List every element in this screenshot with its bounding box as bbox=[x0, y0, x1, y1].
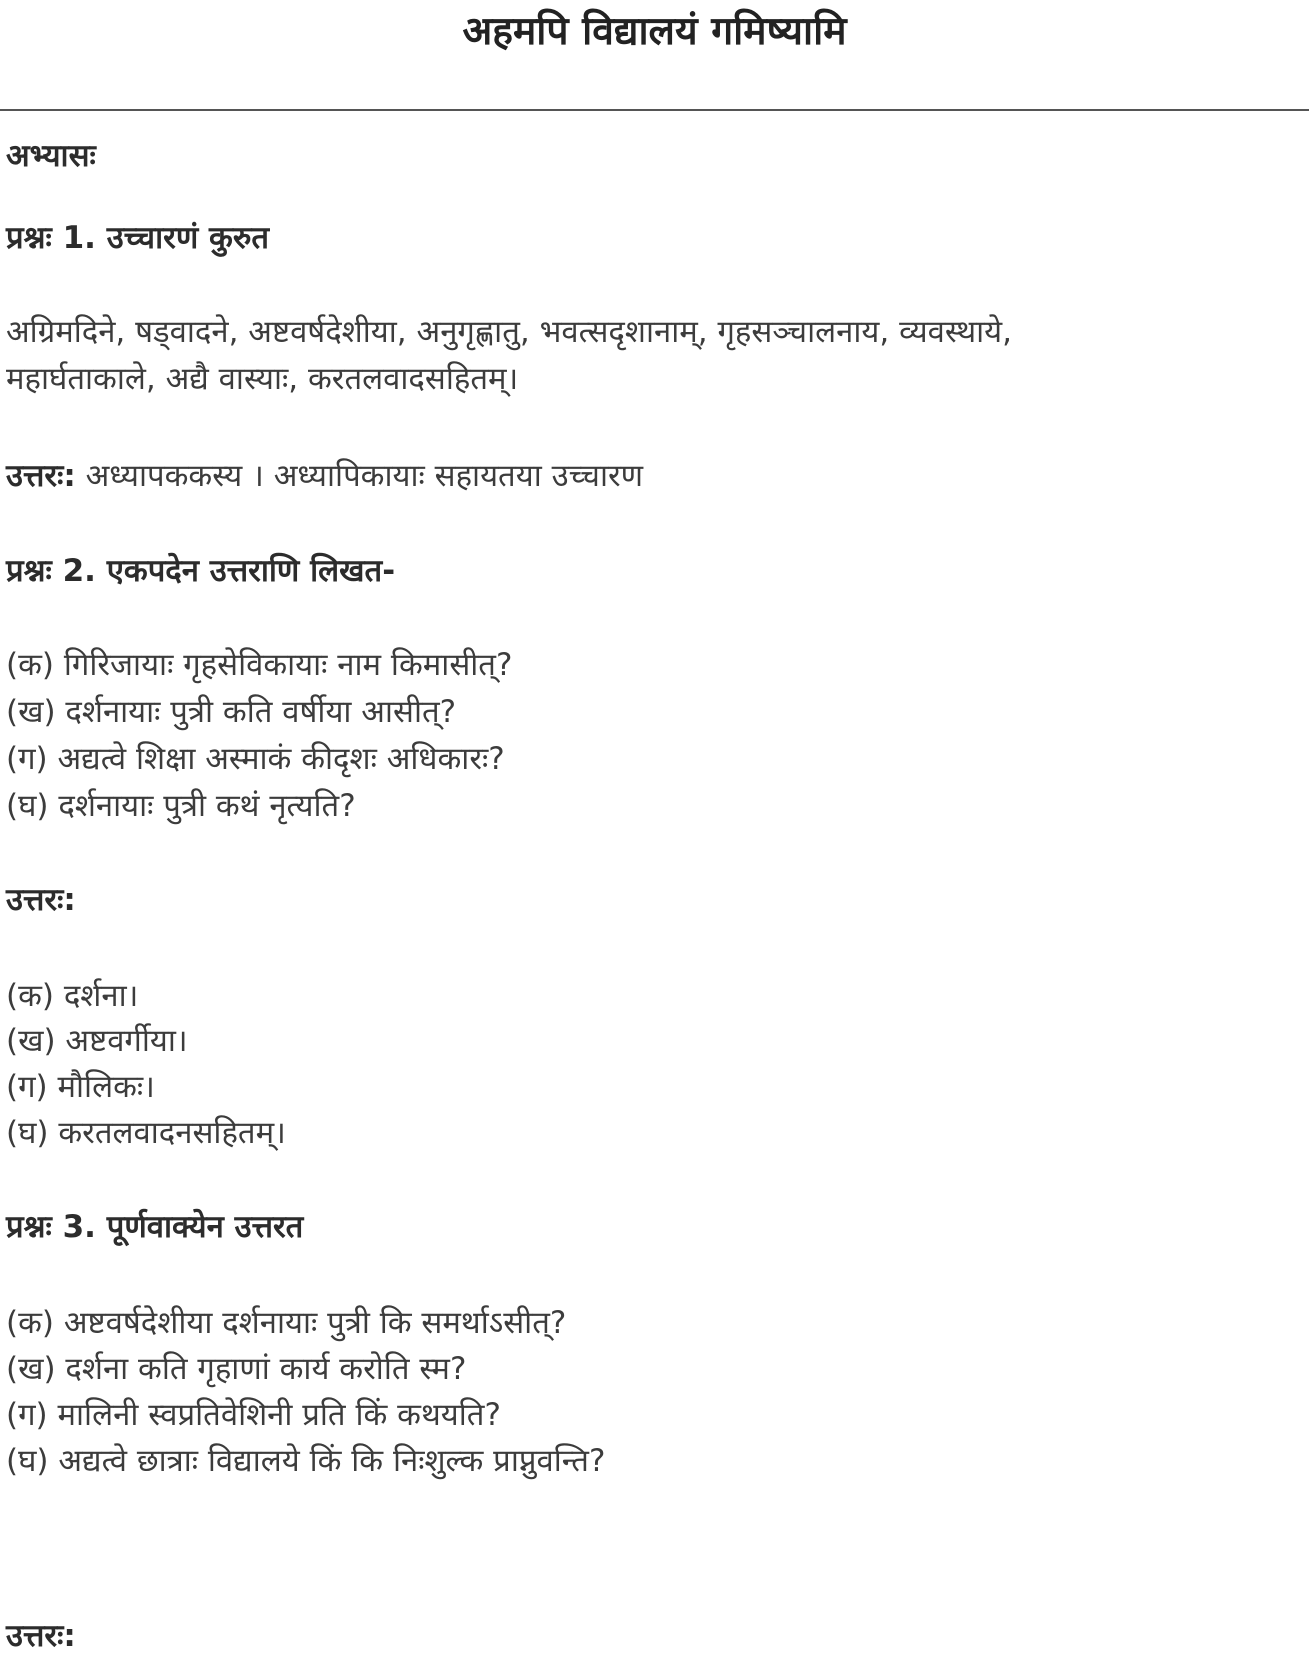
q1-answer-text: अध्यापककस्य । अध्यापिकायाः सहायतया उच्चारण bbox=[75, 458, 644, 494]
q2-answer-label: उत्तरः bbox=[6, 882, 64, 918]
q2-answer: (ख) अष्टवर्गीया। bbox=[6, 1023, 188, 1059]
q1-answer-label: उत्तरः bbox=[6, 458, 64, 494]
q2-answer-heading bbox=[6, 876, 76, 924]
q2-question: (घ) दर्शनायाः पुत्री कथं नृत्यति? bbox=[6, 788, 356, 824]
q3-question: (ग) मालिनी स्वप्रतिवेशिनी प्रति किं कथयति? bbox=[6, 1397, 501, 1433]
q2-question: (क) गिरिजायाः गृहसेविकायाः नाम किमासीत्? bbox=[6, 647, 513, 683]
q2-question: (ग) अद्यत्वे शिक्षा अस्माकं कीदृशः अधिकारः? bbox=[6, 741, 505, 777]
q2-heading: प्रश्नः 2. एकपदेन उत्तराणि लिखत- bbox=[6, 553, 396, 589]
q2-answer-colon: : bbox=[63, 882, 76, 918]
q1-answer-colon: : bbox=[63, 458, 76, 494]
q1-text-line-2: महार्घताकाले, अद्यै वास्याः, करतलवादसहितम्। bbox=[6, 361, 519, 397]
q2-answer: (क) दर्शना। bbox=[6, 978, 139, 1014]
q3-answer-heading bbox=[6, 1612, 76, 1660]
q2-answer: (ग) मौलिकः। bbox=[6, 1069, 155, 1105]
q3-question: (घ) अद्यत्वे छात्राः विद्यालये किं कि निःशुल्क प्राप्नुवन्ति? bbox=[6, 1443, 606, 1479]
title-divider bbox=[0, 109, 1309, 111]
q3-heading: प्रश्नः 3. पूर्णवाक्येन उत्तरत bbox=[6, 1209, 304, 1245]
section-heading: अभ्यासः bbox=[6, 138, 96, 174]
q3-question: (क) अष्टवर्षदेशीया दर्शनायाः पुत्री कि समर्थाऽसीत्? bbox=[6, 1305, 567, 1341]
q3-answer-label: उत्तरः bbox=[6, 1618, 64, 1654]
q1-heading: प्रश्नः 1. उच्चारणं कुरुत bbox=[6, 220, 270, 256]
q2-answer: (घ) करतलवादनसहितम्। bbox=[6, 1115, 286, 1151]
page-title: अहमपि विद्यालयं गमिष्यामि bbox=[462, 9, 847, 54]
q3-question: (ख) दर्शना कति गृहाणां कार्य करोति स्म? bbox=[6, 1351, 467, 1387]
q1-text-line-1: अग्रिमदिने, षड्वादने, अष्टवर्षदेशीया, अनुगृह्णातु, भवत्सदृशानाम्, गृहसञ्चालनाय, व्यवस्थाये, bbox=[6, 314, 1013, 350]
q3-answer-colon: : bbox=[63, 1618, 76, 1654]
q2-question: (ख) दर्शनायाः पुत्री कति वर्षीया आसीत्? bbox=[6, 694, 457, 730]
q1-answer bbox=[6, 452, 643, 500]
